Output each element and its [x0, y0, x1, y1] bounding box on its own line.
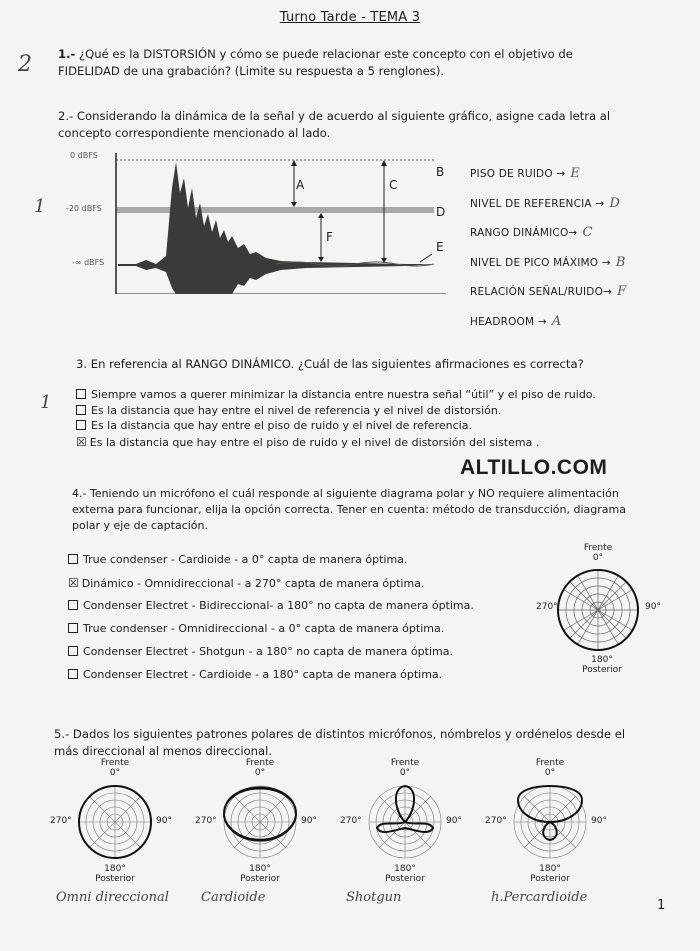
q4-option[interactable]: Condenser Electret - Shotgun - a 180° no capta de manera óptima.	[68, 645, 474, 668]
page-number: 1	[657, 898, 666, 913]
question-1-text: ¿Qué es la DISTORSIÓN y cómo se puede relacionar este concepto con el objetivo de FIDELIDAD de una grabación? (Limite su respuesta a 5 renglones).	[58, 47, 573, 78]
grade-mark-q2: 1	[34, 196, 46, 217]
polar-left-label: 270°	[536, 602, 558, 612]
question-4-text: 4.- Teniendo un micrófono el cuál responde al siguiente diagrama polar y NO requiere alimentación externa para funcionar, elija la opción correcta. Tener en cuenta: método de transducción, diagrama polar y eje de captación.	[72, 487, 626, 532]
handwritten-answer: h.Percardioide	[491, 890, 588, 905]
graph-letter-e: E	[436, 240, 444, 254]
handwritten-answer: F	[617, 284, 627, 299]
polar-front-label: Frente 0°	[245, 758, 275, 778]
q4-option[interactable]: True condenser - Cardioide - a 0° capta de manera óptima.	[68, 553, 474, 576]
polar-left-label: 270°	[485, 816, 507, 826]
q4-option[interactable]: Condenser Electret - Bidireccional- a 180° no capta de manera óptima.	[68, 599, 474, 622]
handwritten-answer: E	[570, 166, 580, 181]
polar-right-label: 90°	[156, 816, 172, 826]
polar-chart	[510, 782, 590, 862]
handwritten-answer: Cardioide	[201, 890, 266, 905]
polar-front-label: Frente 0°	[100, 758, 130, 778]
q4-options	[68, 553, 474, 691]
polar-back-label: 180° Posterior	[240, 864, 280, 884]
arrow-e	[420, 254, 432, 262]
polar-chart	[365, 782, 445, 862]
waveform	[118, 162, 434, 294]
question-2-text: 2.- Considerando la dinámica de la señal y de acuerdo al siguiente gráfico, asigne cada letra al concepto correspondiente mencionado al lado.	[58, 109, 611, 140]
q2-item: RANGO DINÁMICO→ C	[470, 225, 593, 240]
polar-right-label: 90°	[446, 816, 462, 826]
checkbox[interactable]	[68, 623, 78, 633]
polar-left-label: 270°	[340, 816, 362, 826]
q4-option[interactable]: True condenser - Omnidireccional - a 0° capta de manera óptima.	[68, 622, 474, 645]
q4-option[interactable]: Condenser Electret - Cardioide - a 180° capta de manera óptima.	[68, 668, 474, 691]
polar-left-label: 270°	[50, 816, 72, 826]
grade-mark-q1: 2	[18, 52, 32, 77]
checkbox[interactable]	[68, 669, 78, 679]
q5-polar-diagram	[340, 758, 462, 928]
graph-letter-b: B	[436, 165, 445, 179]
graph-letter-f: F	[326, 230, 334, 244]
graph-letter-c: C	[389, 178, 398, 192]
polar-right-label: 90°	[301, 816, 317, 826]
polar-front-label: Frente 0°	[535, 758, 565, 778]
question-1	[58, 46, 628, 80]
graph-letter-a: A	[296, 178, 305, 192]
checkbox[interactable]	[76, 420, 86, 430]
q2-item: NIVEL DE REFERENCIA → D	[470, 195, 620, 211]
q3-option[interactable]: Es la distancia que hay entre el nivel de referencia y el nivel de distorsión.	[76, 404, 596, 420]
handwritten-answer: C	[582, 225, 593, 240]
q5-polar-diagram	[485, 758, 607, 928]
q2-answers	[470, 162, 626, 339]
checkbox[interactable]	[76, 389, 86, 399]
q3-option[interactable]: Es la distancia que hay entre el piso de ruido y el nivel de referencia.	[76, 419, 596, 435]
handwritten-answer: Omni direccional	[56, 890, 169, 905]
polar-back-label: 180° Posterior	[385, 864, 425, 884]
polar-front-label: Frente 0°	[390, 758, 420, 778]
question-3-text: 3. En referencia al RANGO DINÁMICO. ¿Cuál de las siguientes afirmaciones es correcta?	[76, 357, 584, 371]
q5-polar-diagram	[50, 758, 172, 928]
reference-level-band	[116, 207, 434, 213]
grade-mark-q3: 1	[40, 392, 52, 413]
question-1-number: 1.-	[58, 47, 76, 61]
q3-options	[76, 388, 596, 450]
checkbox[interactable]	[68, 646, 78, 656]
q2-item: RELACIÓN SEÑAL/RUIDO→ F	[470, 284, 627, 299]
checkbox[interactable]	[76, 405, 86, 415]
checked-checkbox[interactable]: ☒	[76, 434, 87, 449]
polar-chart	[75, 782, 155, 862]
y-label-0dbfs: 0 dBFS	[70, 151, 98, 160]
y-label-minus-inf: -∞ dBFS	[72, 258, 105, 267]
dynamics-graph	[66, 148, 456, 294]
polar-front-label: Frente 0°	[583, 543, 613, 563]
q2-item: NIVEL DE PICO MÁXIMO → B	[470, 254, 626, 270]
question-5-text: 5.- Dados los siguientes patrones polares de distintos micrófonos, nómbrelos y ordénelos desde el más direccional al menos direccional.	[54, 727, 626, 758]
page-title: Turno Tarde - TEMA 3	[279, 10, 421, 25]
checkbox[interactable]	[68, 600, 78, 610]
q3-option[interactable]: Siempre vamos a querer minimizar la distancia entre nuestra señal “útil” y el piso de ruido.	[76, 388, 596, 404]
polar-left-label: 270°	[195, 816, 217, 826]
polar-back-label: 180° Posterior	[582, 655, 622, 675]
q4-polar-diagram	[554, 566, 642, 654]
q3-option[interactable]: ☒ Es la distancia que hay entre el piso de ruido y el nivel de distorsión del sistema .	[76, 434, 540, 449]
altillo-watermark: ALTILLO.COM	[460, 456, 608, 479]
checkbox[interactable]	[68, 554, 78, 564]
handwritten-answer: A	[551, 313, 562, 329]
checked-checkbox[interactable]: ☒	[68, 576, 79, 590]
polar-right-label: 90°	[591, 816, 607, 826]
q2-item: PISO DE RUIDO → E	[470, 166, 580, 181]
y-label-minus20: -20 dBFS	[66, 204, 102, 213]
handwritten-answer: Shotgun	[346, 890, 402, 905]
q4-option[interactable]: ☒ Dinámico - Omnidireccional - a 270° capta de manera óptima.	[68, 576, 425, 590]
graph-letter-d: D	[436, 205, 446, 219]
q2-item: HEADROOM → A	[470, 313, 562, 329]
polar-back-label: 180° Posterior	[530, 864, 570, 884]
q5-polar-diagram	[195, 758, 317, 928]
q5-diagrams	[20, 758, 680, 928]
polar-back-label: 180° Posterior	[95, 864, 135, 884]
handwritten-answer: B	[615, 254, 626, 270]
handwritten-answer: D	[609, 195, 620, 211]
polar-right-label: 90°	[645, 602, 661, 612]
polar-chart	[220, 782, 300, 862]
